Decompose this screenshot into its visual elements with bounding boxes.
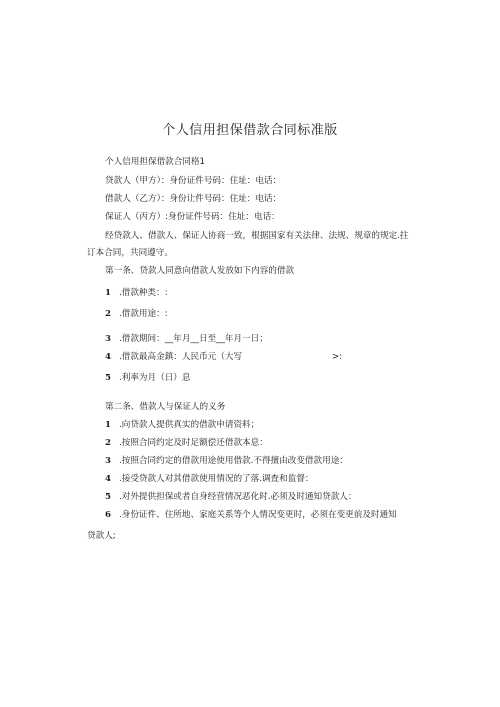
- item-text: .身份证件、住所地、家庭关系等个人情况变更时，必须在变更前及时通知: [119, 510, 397, 520]
- preamble-line-1: 经贷款人、借款人、保证人协商一致，根据国家有关法律、法规、规章的规定.拄: [105, 231, 409, 241]
- loan-item: [105, 372, 190, 384]
- item-text: .借款期间：__年月__日至__年月一日；: [119, 334, 268, 344]
- preamble-line-2: 订本合同，共同遵守。: [87, 248, 173, 258]
- item-text: .按照合同约定及时足额偿还借款本息：: [119, 438, 268, 448]
- article-2-heading: 第二条、借款人与保证人的义务: [105, 402, 226, 412]
- duty-item: [105, 491, 357, 503]
- item-text: .利率为月（日）息: [119, 373, 191, 383]
- item-number: 4: [105, 474, 111, 484]
- article-1-heading: 第一条、贷款人同意向借款人发放如下内容的借款: [105, 266, 295, 276]
- item-text: .向贷款人提供真实的借款申请资料；: [119, 420, 260, 430]
- item-number: 5: [105, 492, 111, 502]
- lender-line: 贷款人（甲方）：身份证件号码：住址：电话：: [105, 176, 282, 186]
- loan-item: [105, 287, 168, 299]
- item-text: .借款种类：:: [119, 288, 168, 298]
- item-text: .按照合同约定的借款用途使用借款.不得擅由改变借款用途：: [119, 456, 348, 466]
- guarantor-line: 保证人（丙方）:身份证件号码：住址：电话：: [105, 212, 280, 222]
- item-text: .接受贷款人对其借款使用情况的了落.调査和监督：: [119, 474, 314, 484]
- item-number: 3: [105, 456, 111, 466]
- borrower-line: 借款人（乙方）：身份让件号码：住址：电话：: [105, 194, 282, 204]
- item-number: 3: [105, 334, 111, 344]
- item-text: .对外提供担保或者自身经营情况恶化时.必须及时通知贷款人：: [119, 492, 357, 502]
- duty-item: [105, 419, 259, 431]
- item-number: 6: [105, 510, 111, 520]
- subtitle-line: 个人信用担保借款合同格1: [105, 157, 205, 167]
- item-number: 1: [105, 420, 111, 430]
- item-text: .借款用途：:: [119, 309, 168, 319]
- closing-line: 贷款人;: [87, 531, 116, 541]
- loan-item: [105, 351, 342, 363]
- item-tail: >:: [332, 352, 343, 362]
- item-number: 2: [105, 309, 111, 319]
- duty-item: [105, 509, 397, 521]
- item-text: .借款最高金鎮：人民币元（大写: [119, 352, 243, 362]
- loan-item: [105, 308, 168, 320]
- document-title: 个人信用担保借款合同标准版: [162, 123, 338, 138]
- duty-item: [105, 473, 314, 485]
- item-number: 2: [105, 438, 111, 448]
- duty-item: [105, 437, 268, 449]
- loan-item: [105, 333, 268, 345]
- item-number: 1: [105, 288, 111, 298]
- duty-item: [105, 455, 348, 467]
- item-number: 4: [105, 352, 111, 362]
- item-number: 5: [105, 373, 111, 383]
